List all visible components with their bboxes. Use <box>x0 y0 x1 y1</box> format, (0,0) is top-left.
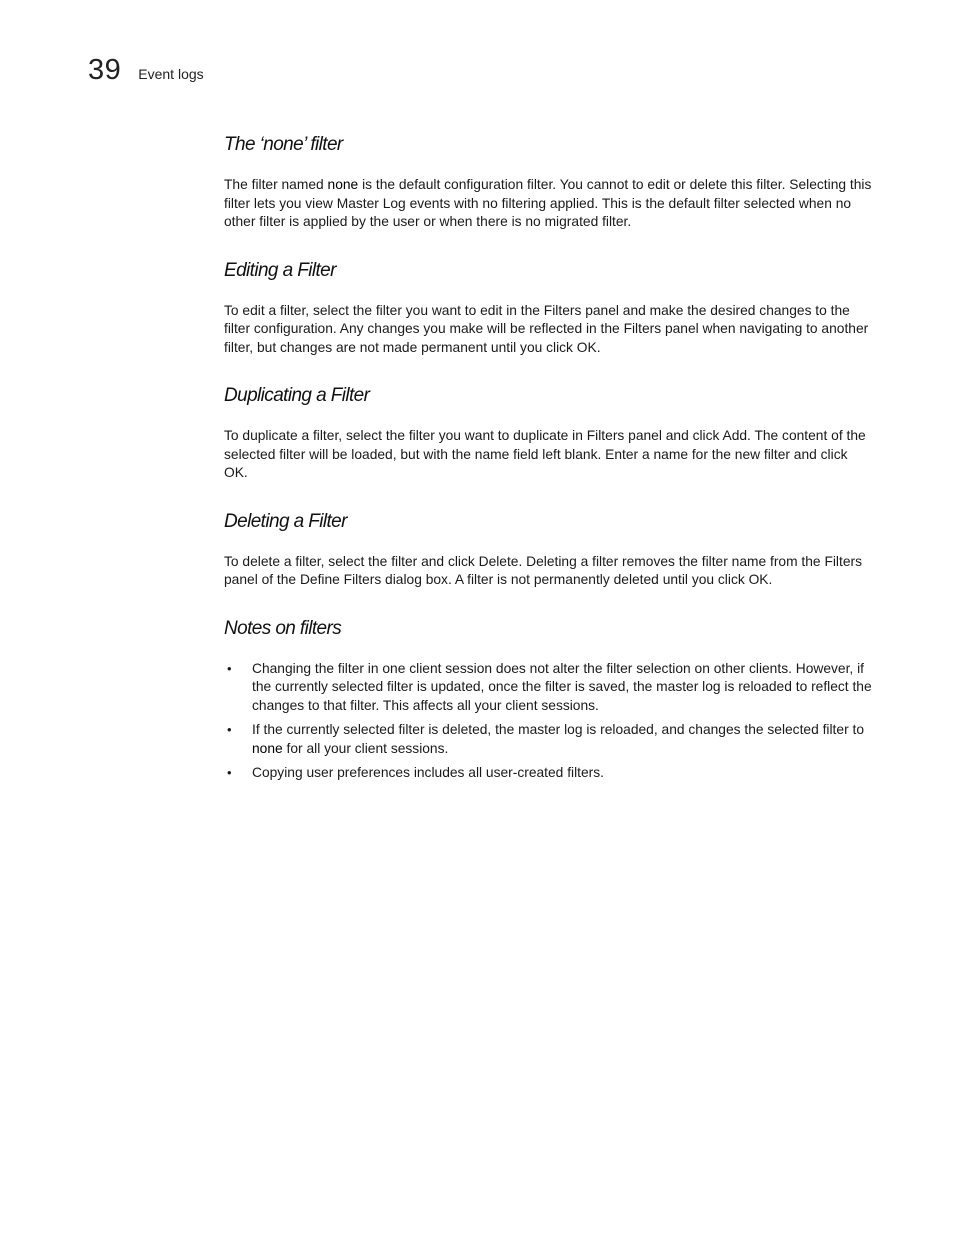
paragraph-text: The filter named <box>224 177 328 192</box>
section-heading: The ‘none’ filter <box>224 134 343 155</box>
page-header <box>88 52 204 92</box>
chapter-title: Event logs <box>138 66 204 82</box>
section-heading: Deleting a Filter <box>224 510 347 532</box>
filter-name-term: none <box>252 740 283 756</box>
list-item-text: Copying user preferences includes all user-created filters. <box>252 765 604 780</box>
list-item <box>224 721 874 758</box>
section-paragraph: To edit a filter, select the filter you want to edit in the Filters panel and make the desired changes to the filter configuration. Any changes you make will be reflected in the Filters panel when navigating to another filter, but changes are not made permanent until you click OK. <box>224 302 869 355</box>
section-heading: Notes on filters <box>224 617 342 639</box>
section-heading: Duplicating a Filter <box>224 385 370 406</box>
list-item <box>224 764 874 783</box>
section-heading: Editing a Filter <box>224 259 336 281</box>
bullet-icon: • <box>227 765 232 780</box>
list-item-text: Changing the filter in one client session does not alter the filter selection on other clients. However, if the currently selected filter is updated, once the filter is saved, the master log is reloaded to reflect the changes to that filter. This affects all your client sessions. <box>252 660 872 713</box>
section-paragraph <box>224 176 874 232</box>
page-content <box>224 130 874 789</box>
section-notes-on-filters <box>224 614 874 783</box>
section-none-filter <box>224 130 874 232</box>
list-item-text: If the currently selected filter is deleted, the master log is reloaded, and changes the selected filter to <box>252 722 865 737</box>
list-item-text: for all your client sessions. <box>282 740 449 756</box>
paragraph-text: is the default configuration filter. You cannot to edit or delete this filter. Selecting this filter lets you view Master Log events with no filtering applied. This is the default filter selected when no other filter is applied by the user or when there is no migrated filter. <box>224 177 872 229</box>
bullet-icon: • <box>227 660 232 676</box>
section-editing-filter <box>224 256 874 358</box>
section-duplicating-filter <box>224 381 874 483</box>
list-item <box>224 660 874 716</box>
section-paragraph: To duplicate a filter, select the filter you want to duplicate in Filters panel and click Add. The content of the selected filter will be loaded, but with the name field left blank. Enter a name for the new filter and click OK. <box>224 428 866 480</box>
bullet-icon: • <box>227 722 232 737</box>
section-deleting-filter <box>224 507 874 590</box>
chapter-number: 39 <box>88 54 122 86</box>
section-paragraph: To delete a filter, select the filter and click Delete. Deleting a filter removes the filter name from the Filters panel of the Define Filters dialog box. A filter is not permanently deleted until you click OK. <box>224 553 862 587</box>
notes-bullet-list <box>224 660 874 783</box>
filter-name-term: none <box>327 177 359 192</box>
